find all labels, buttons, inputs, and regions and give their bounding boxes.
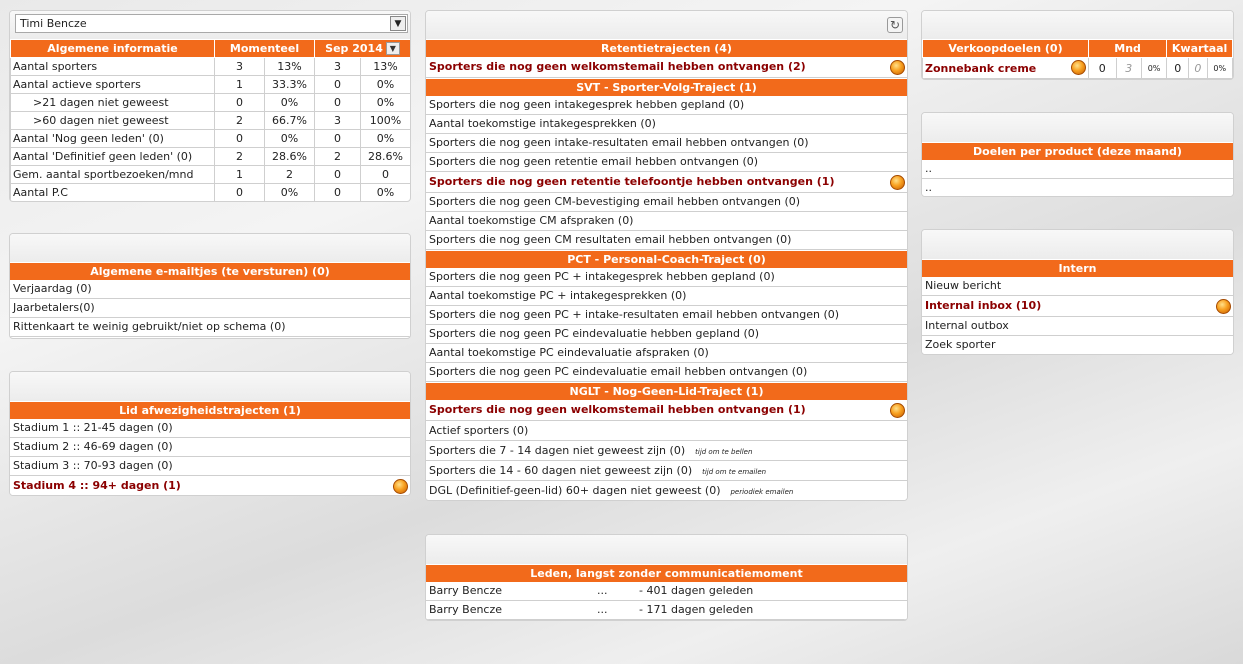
month-header[interactable]	[315, 40, 411, 58]
nglt-item-label: Sporters die 7 - 14 dagen niet geweest zijn (0)	[429, 444, 686, 457]
orange-ball-icon	[1071, 60, 1086, 75]
general-info-panel	[9, 10, 411, 202]
row-value: 3	[315, 58, 361, 76]
pct-item-label: Sporters die nog geen PC + intakegesprek hebben gepland (0)	[429, 270, 775, 283]
svt-phone-highlight[interactable]: Sporters die nog geen retentie telefoontje hebben ontvangen (1)	[426, 172, 907, 193]
absence-stage-label: Stadium 3 :: 70-93 dagen (0)	[13, 459, 173, 472]
chevron-down-icon[interactable]: ▼	[390, 16, 406, 31]
nglt-item-label: Sporters die 14 - 60 dagen niet geweest zijn (0)	[429, 464, 693, 477]
row-value: 100%	[361, 112, 411, 130]
emails-panel	[9, 233, 411, 339]
general-info-header: Algemene informatie	[11, 40, 215, 58]
row-label: Aantal actieve sporters	[11, 76, 215, 94]
pct-item-label: Sporters die nog geen PC + intake-resultaten email hebben ontvangen (0)	[429, 308, 840, 321]
sales-cell: 0	[1167, 58, 1189, 79]
row-label: >60 dagen niet geweest	[11, 112, 215, 130]
sales-header: Verkoopdoelen (0)	[923, 40, 1089, 58]
orange-ball-icon	[393, 479, 408, 494]
row-label: Gem. aantal sportbezoeken/mnd	[11, 166, 215, 184]
row-value: 0	[315, 76, 361, 94]
absence-stage-label: Stadium 2 :: 46-69 dagen (0)	[13, 440, 173, 453]
row-value: 1	[215, 166, 265, 184]
chevron-down-icon[interactable]: ▼	[386, 42, 400, 55]
row-value: 0	[315, 130, 361, 148]
retention-welcome-highlight[interactable]: Sporters die nog geen welkomstemail hebben ontvangen (2)	[426, 57, 907, 78]
sales-cell: 0%	[1207, 58, 1232, 79]
svt-item[interactable]	[426, 153, 907, 172]
internal-inbox[interactable]: Internal inbox (10)	[922, 296, 1233, 317]
sales-quarter-header: Kwartaal	[1167, 40, 1233, 58]
sales-cell: 0%	[1141, 58, 1166, 79]
member-dots: ...	[597, 584, 608, 597]
row-value: 0	[315, 166, 361, 184]
row-value: 0%	[265, 94, 315, 112]
pct-item-label: Aantal toekomstige PC eindevaluatie afspraken (0)	[429, 346, 709, 359]
pct-item[interactable]	[426, 287, 907, 306]
table-row	[11, 76, 411, 94]
orange-ball-icon	[890, 60, 905, 75]
product-goals-header: Doelen per product (deze maand)	[922, 142, 1233, 160]
intern-item-label: Zoek sporter	[925, 338, 996, 351]
row-value: 0%	[265, 130, 315, 148]
nglt-item[interactable]	[426, 481, 907, 501]
nglt-item[interactable]	[426, 441, 907, 461]
month-label: Sep 2014	[325, 41, 383, 55]
email-item-label: Rittenkaart te weinig gebruikt/niet op schema (0)	[13, 320, 286, 333]
row-value: 0%	[265, 184, 315, 202]
svt-item-label: Sporters die nog geen CM-bevestiging email hebben ontvangen (0)	[429, 195, 801, 208]
absence-stage-4[interactable]: Stadium 4 :: 94+ dagen (1)	[10, 476, 410, 496]
absence-header: Lid afwezigheidstrajecten (1)	[10, 401, 410, 419]
sales-table	[922, 39, 1233, 79]
row-value: 0	[315, 94, 361, 112]
table-row	[11, 112, 411, 130]
pct-header: PCT - Personal-Coach-Traject (0)	[426, 250, 907, 268]
email-item[interactable]	[10, 280, 410, 299]
absence-stage[interactable]	[10, 457, 410, 476]
product-goals-panel	[921, 112, 1234, 197]
row-value: 33.3%	[265, 76, 315, 94]
pct-item[interactable]	[426, 363, 907, 382]
emails-header: Algemene e-mailtjes (te versturen) (0)	[10, 262, 410, 280]
intern-panel	[921, 229, 1234, 355]
table-row	[11, 184, 411, 202]
nglt-welcome-highlight[interactable]: Sporters die nog geen welkomstemail hebben ontvangen (1)	[426, 400, 907, 421]
refresh-icon[interactable]: ↻	[887, 17, 903, 33]
intern-item[interactable]	[922, 277, 1233, 296]
pct-item[interactable]	[426, 344, 907, 363]
row-value: 13%	[361, 58, 411, 76]
intern-item-label: Internal outbox	[925, 319, 1009, 332]
table-row	[11, 166, 411, 184]
emails-list	[10, 280, 410, 337]
sales-cell: 3	[1116, 58, 1141, 79]
row-value: 28.6%	[265, 148, 315, 166]
row-value: 3	[315, 112, 361, 130]
svt-item-label: Sporters die nog geen CM resultaten email hebben ontvangen (0)	[429, 233, 792, 246]
row-label: Aantal 'Nog geen leden' (0)	[11, 130, 215, 148]
row-value: 0%	[361, 130, 411, 148]
absence-list	[10, 419, 410, 476]
svt-item[interactable]	[426, 134, 907, 153]
row-value: 28.6%	[361, 148, 411, 166]
orange-ball-icon	[1216, 299, 1231, 314]
orange-ball-icon	[890, 175, 905, 190]
row-label: >21 dagen niet geweest	[11, 94, 215, 112]
row-label: Aantal P.C	[11, 184, 215, 202]
nglt-note: periodiek emailen	[730, 488, 794, 496]
row-value: 0%	[361, 184, 411, 202]
email-item[interactable]	[10, 318, 410, 337]
absence-stage[interactable]	[10, 419, 410, 438]
pct-item-label: Sporters die nog geen PC eindevaluatie email hebben ontvangen (0)	[429, 365, 808, 378]
svt-item-label: Aantal toekomstige intakegesprekken (0)	[429, 117, 656, 130]
nglt-item-label: DGL (Definitief-geen-lid) 60+ dagen niet geweest (0)	[429, 484, 721, 497]
general-info-table	[10, 39, 411, 202]
row-value: 2	[315, 148, 361, 166]
pct-item-label: Sporters die nog geen PC eindevaluatie hebben gepland (0)	[429, 327, 760, 340]
product-goal-item[interactable]	[922, 160, 1233, 179]
svt-item-label: Sporters die nog geen intake-resultaten email hebben ontvangen (0)	[429, 136, 809, 149]
pct-item-label: Aantal toekomstige PC + intakegesprekken (0)	[429, 289, 687, 302]
member-row[interactable]	[426, 582, 907, 601]
table-row	[11, 148, 411, 166]
row-value: 2	[215, 148, 265, 166]
sales-row-label[interactable]: Zonnebank creme	[923, 58, 1089, 79]
sales-panel	[921, 10, 1234, 80]
row-value: 13%	[265, 58, 315, 76]
svt-item-label: Aantal toekomstige CM afspraken (0)	[429, 214, 634, 227]
user-select[interactable]	[15, 14, 408, 33]
absence-stage[interactable]	[10, 438, 410, 457]
member-name: Barry Bencze	[429, 603, 503, 616]
svt-item[interactable]	[426, 96, 907, 115]
product-goal-item-label: ..	[925, 181, 932, 194]
member-name: Barry Bencze	[429, 584, 503, 597]
product-goal-item-label: ..	[925, 162, 932, 175]
sales-cell: 0	[1189, 58, 1207, 79]
email-item[interactable]	[10, 299, 410, 318]
row-label: Aantal 'Definitief geen leden' (0)	[11, 148, 215, 166]
sales-cell: 0	[1088, 58, 1116, 79]
member-days: - 171 dagen geleden	[639, 603, 754, 616]
members-panel	[425, 534, 908, 621]
pct-item[interactable]	[426, 268, 907, 287]
member-row[interactable]	[426, 601, 907, 620]
row-value: 0%	[361, 94, 411, 112]
svt-item-label: Sporters die nog geen retentie email hebben ontvangen (0)	[429, 155, 759, 168]
row-value: 2	[215, 112, 265, 130]
sales-month-header: Mnd	[1088, 40, 1166, 58]
nglt-item[interactable]	[426, 461, 907, 481]
nglt-note: tijd om te bellen	[695, 448, 753, 456]
row-value: 66.7%	[265, 112, 315, 130]
product-goal-item[interactable]	[922, 179, 1233, 197]
nglt-note: tijd om te emailen	[702, 468, 767, 476]
intern-header: Intern	[922, 259, 1233, 277]
table-row	[11, 94, 411, 112]
nglt-item-label: Actief sporters (0)	[429, 424, 529, 437]
retention-panel	[425, 10, 908, 501]
row-value: 0	[215, 184, 265, 202]
row-value: 0%	[361, 76, 411, 94]
member-dots: ...	[597, 603, 608, 616]
orange-ball-icon	[890, 403, 905, 418]
email-item-label: Jaarbetalers(0)	[13, 301, 95, 314]
row-label: Aantal sporters	[11, 58, 215, 76]
table-row	[11, 58, 411, 76]
svt-item[interactable]	[426, 231, 907, 250]
retention-header: Retentietrajecten (4)	[426, 39, 907, 57]
member-days: - 401 dagen geleden	[639, 584, 754, 597]
email-item-label: Verjaardag (0)	[13, 282, 92, 295]
absence-stage-label: Stadium 1 :: 21-45 dagen (0)	[13, 421, 173, 434]
intern-item[interactable]	[922, 336, 1233, 355]
absence-panel	[9, 371, 411, 496]
row-value: 1	[215, 76, 265, 94]
svt-item[interactable]	[426, 115, 907, 134]
row-value: 0	[215, 130, 265, 148]
row-value: 0	[315, 184, 361, 202]
svt-item[interactable]	[426, 212, 907, 231]
nglt-header: NGLT - Nog-Geen-Lid-Traject (1)	[426, 382, 907, 400]
intern-item-label: Nieuw bericht	[925, 279, 1002, 292]
row-value: 2	[265, 166, 315, 184]
pct-item[interactable]	[426, 325, 907, 344]
pct-item[interactable]	[426, 306, 907, 325]
svt-item[interactable]	[426, 193, 907, 212]
current-header: Momenteel	[215, 40, 315, 58]
intern-item[interactable]	[922, 317, 1233, 336]
svt-item-label: Sporters die nog geen intakegesprek hebben gepland (0)	[429, 98, 745, 111]
row-value: 0	[215, 94, 265, 112]
user-select-bar	[10, 11, 410, 39]
row-value: 3	[215, 58, 265, 76]
table-row	[11, 130, 411, 148]
nglt-item[interactable]	[426, 421, 907, 441]
row-value: 0	[361, 166, 411, 184]
user-select-value: Timi Bencze	[20, 17, 87, 30]
svt-header: SVT - Sporter-Volg-Traject (1)	[426, 78, 907, 96]
members-header: Leden, langst zonder communicatiemoment	[426, 564, 907, 582]
